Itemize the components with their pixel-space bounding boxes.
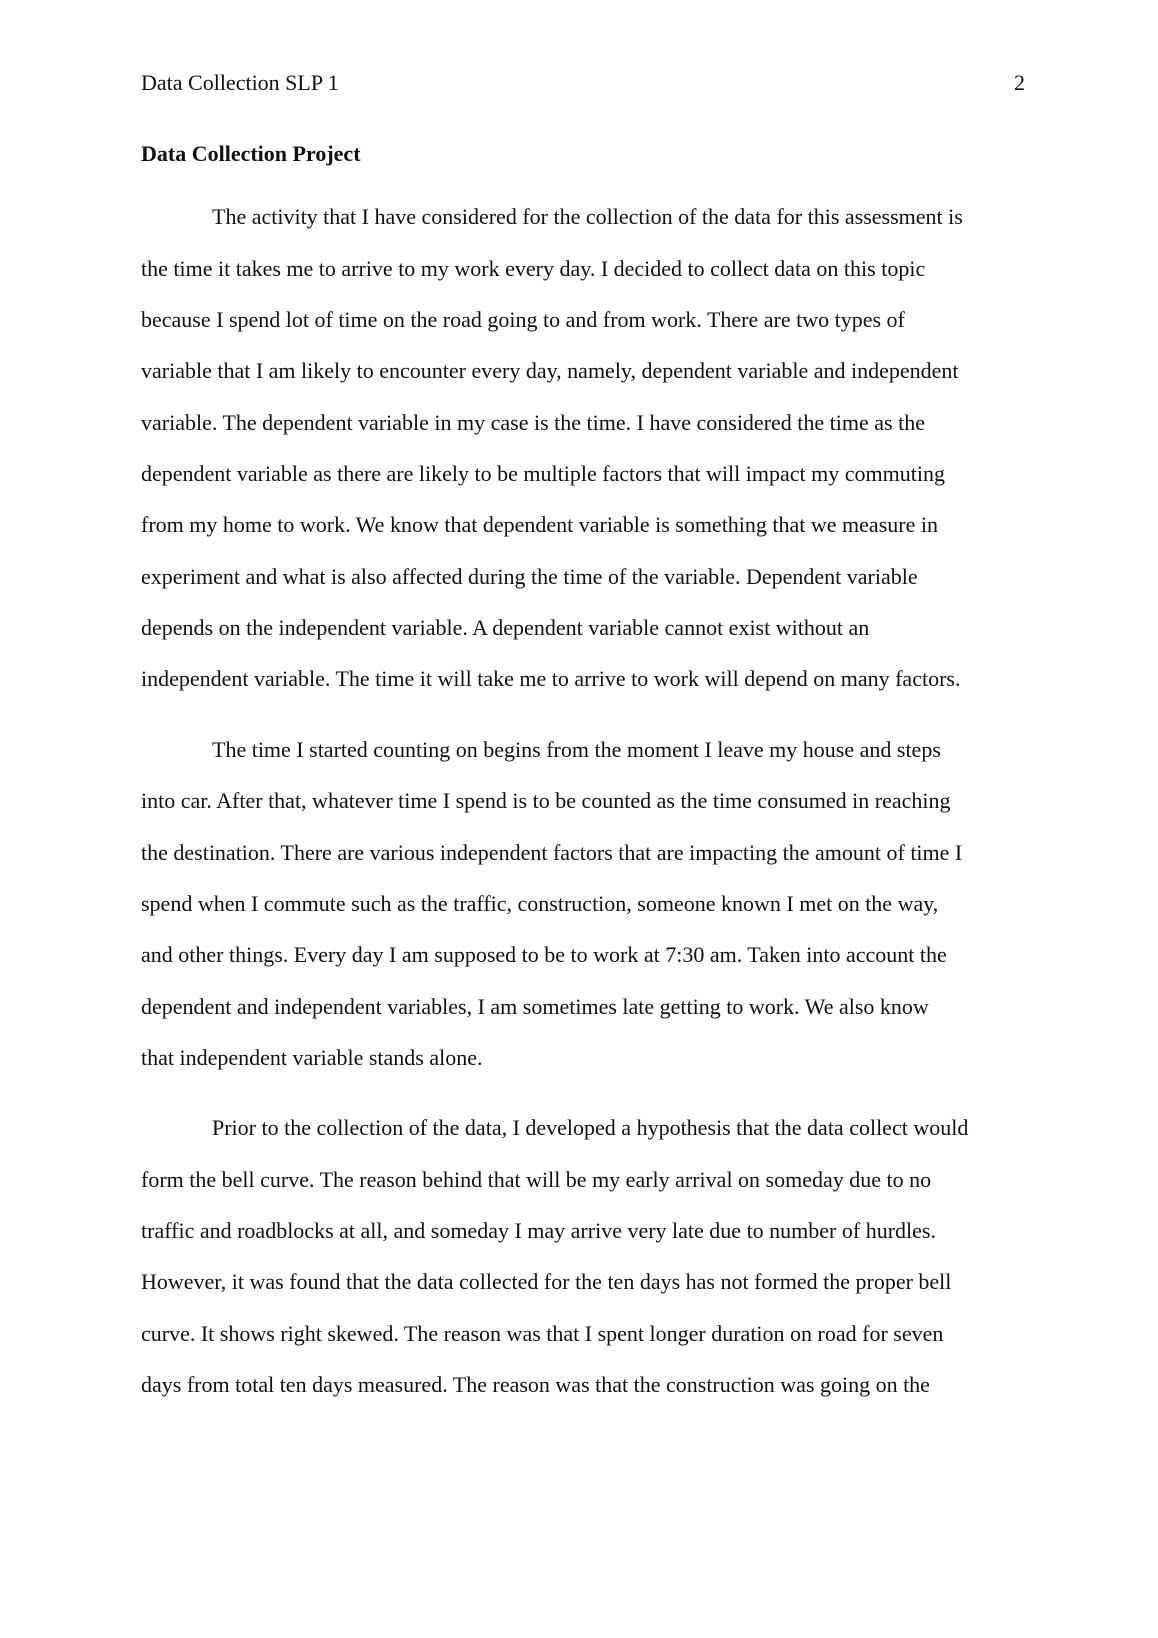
paragraph-2-line-7: that independent variable stands alone. bbox=[141, 1045, 483, 1070]
paragraph-1-line-2: the time it takes me to arrive to my work every day. I decided to collect data on this topic bbox=[141, 256, 926, 281]
paragraph-1-line-5: variable. The dependent variable in my case is the time. I have considered the time as the bbox=[141, 410, 925, 435]
paragraph-2-line-1: The time I started counting on begins from the moment I leave my house and steps bbox=[212, 737, 941, 762]
paragraph-1-line-3: because I spend lot of time on the road going to and from work. There are two types of bbox=[141, 307, 905, 332]
paragraph-1-line-7: from my home to work. We know that dependent variable is something that we measure in bbox=[141, 512, 938, 537]
paragraph-3-line-2: form the bell curve. The reason behind that will be my early arrival on someday due to no bbox=[141, 1167, 932, 1192]
running-head: Data Collection SLP 1 bbox=[141, 70, 339, 95]
paragraph-2-line-6: dependent and independent variables, I am sometimes late getting to work. We also know bbox=[141, 994, 929, 1019]
paragraph-3-line-5: curve. It shows right skewed. The reason was that I spent longer duration on road for seven bbox=[141, 1321, 944, 1346]
paragraph-2-line-2: into car. After that, whatever time I spend is to be counted as the time consumed in reaching bbox=[141, 788, 951, 813]
paragraph-1-line-8: experiment and what is also affected during the time of the variable. Dependent variable bbox=[141, 564, 918, 589]
paragraph-2-line-4: spend when I commute such as the traffic, construction, someone known I met on the way, bbox=[141, 891, 939, 916]
paragraph-1-line-4: variable that I am likely to encounter every day, namely, dependent variable and independent bbox=[141, 358, 959, 383]
paragraph-3-line-3: traffic and roadblocks at all, and someday I may arrive very late due to number of hurdles. bbox=[141, 1218, 936, 1243]
paragraph-1-line-10: independent variable. The time it will take me to arrive to work will depend on many factors. bbox=[141, 666, 961, 691]
page-number: 2 bbox=[1014, 70, 1025, 95]
paragraph-1-line-6: dependent variable as there are likely to be multiple factors that will impact my commuting bbox=[141, 461, 945, 486]
paragraph-2-line-3: the destination. There are various independent factors that are impacting the amount of time I bbox=[141, 840, 963, 865]
paragraph-2-line-5: and other things. Every day I am supposed to be to work at 7:30 am. Taken into account the bbox=[141, 942, 947, 967]
section-title: Data Collection Project bbox=[141, 141, 361, 166]
paragraph-3-line-6: days from total ten days measured. The reason was that the construction was going on the bbox=[141, 1372, 930, 1397]
paragraph-3-line-4: However, it was found that the data collected for the ten days has not formed the proper bell bbox=[141, 1269, 952, 1294]
paragraph-3-line-1: Prior to the collection of the data, I developed a hypothesis that the data collect would bbox=[212, 1115, 969, 1140]
paragraph-1-line-1: The activity that I have considered for the collection of the data for this assessment is bbox=[212, 204, 963, 229]
paragraph-1-line-9: depends on the independent variable. A dependent variable cannot exist without an bbox=[141, 615, 870, 640]
